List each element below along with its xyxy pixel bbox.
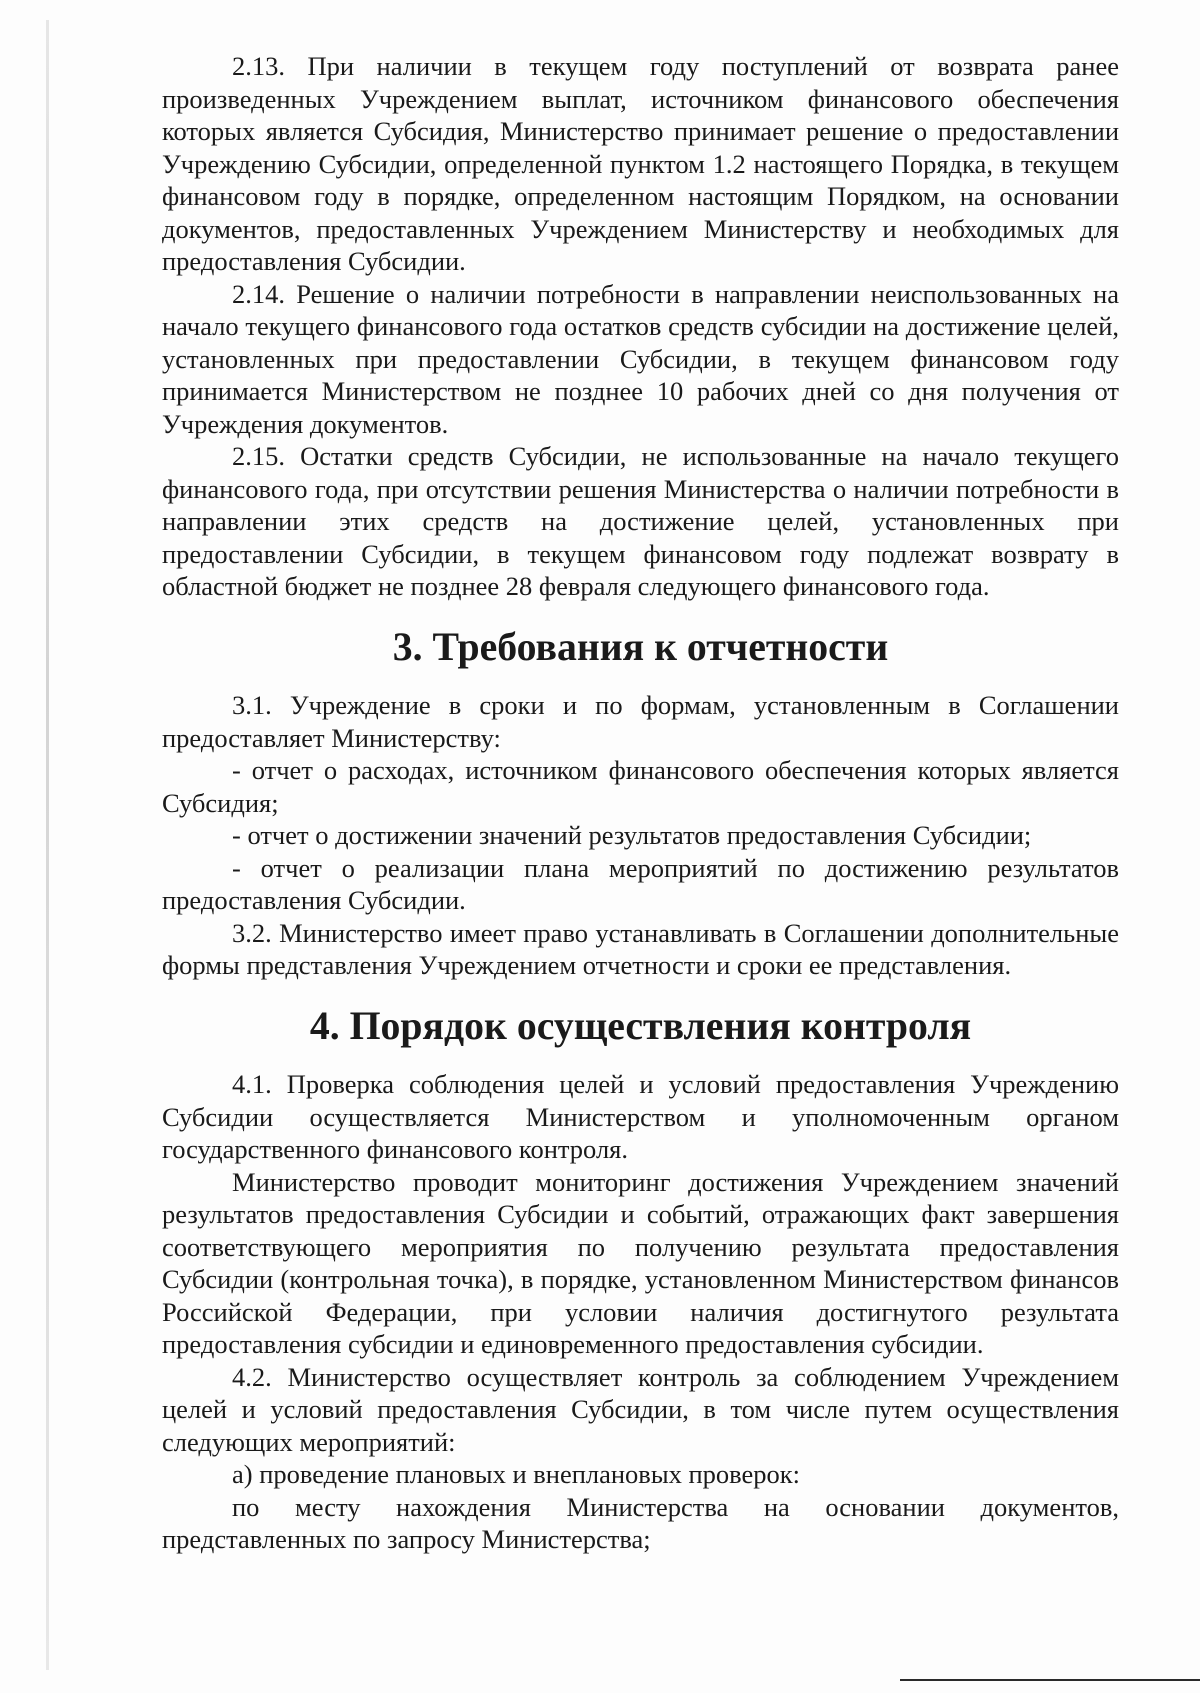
list-item-report-expenses: - отчет о расходах, источником финансового обеспечения которых является Субсидия;	[162, 755, 1119, 818]
list-item-a-inspections: а) проведение плановых и внеплановых проверок:	[232, 1459, 801, 1489]
document-body	[162, 50, 1119, 1556]
paragraph-2-13: 2.13. При наличии в текущем году поступлений от возврата ранее произведенных Учреждением выплат, источником финансового обеспечения которых является Субсидия, Министерство принимает решение о предоставлении Учреждению Субсидии, определенной пунктом 1.2 настоящего Порядка, в текущем финансовом году в порядке, определенном настоящим Порядком, на основании документов, предоставленных Учреждением Министерству и необходимых для предоставления Субсидии.	[162, 51, 1119, 276]
paragraph-location-check: по месту нахождения Министерства на основании документов, представленных по запросу Министерства;	[162, 1491, 1119, 1554]
paragraph-4-2: 4.2. Министерство осуществляет контроль за соблюдением Учреждением целей и условий предоставления Субсидии, в том числе путем осуществления следующих мероприятий:	[162, 1361, 1119, 1457]
scan-bottom-edge	[900, 1679, 1200, 1681]
paragraph-4-1: 4.1. Проверка соблюдения целей и условий предоставления Учреждению Субсидии осуществляется Министерством и уполномоченным органом государственного финансового контроля.	[162, 1069, 1119, 1164]
section-3-heading: 3. Требования к отчетности	[392, 624, 889, 669]
scan-left-edge	[46, 20, 49, 1670]
paragraph-monitoring: Министерство проводит мониторинг достижения Учреждением значений результатов предоставления Субсидии и событий, отражающих факт завершения соответствующего мероприятия по получению результата предоставления Субсидии (контрольная точка), в порядке, установленном Министерством финансов Российской Федерации, при условии наличия достигнутого результата предоставления субсидии и единовременного предоставления субсидии.	[162, 1166, 1119, 1359]
paragraph-2-14: 2.14. Решение о наличии потребности в направлении неиспользованных на начало текущего финансового года остатков средств субсидии на достижение целей, установленных при предоставлении Субсидии, в текущем финансовом году принимается Министерством не позднее 10 рабочих дней со дня получения от Учреждения документов.	[162, 278, 1119, 439]
list-item-report-results: - отчет о достижении значений результатов предоставления Субсидии;	[232, 820, 1032, 850]
paragraph-3-1: 3.1. Учреждение в сроки и по формам, установленным в Соглашении предоставляет Министерству:	[162, 690, 1119, 753]
section-4-heading: 4. Порядок осуществления контроля	[309, 1003, 972, 1048]
paragraph-2-15: 2.15. Остатки средств Субсидии, не использованные на начало текущего финансового года, при отсутствии решения Министерства о наличии потребности в направлении этих средств на достижение целей, установленных при предоставлении Субсидии, в текущем финансовом году подлежат возврату в областной бюджет не позднее 28 февраля следующего финансового года.	[162, 441, 1119, 601]
paragraph-3-2: 3.2. Министерство имеет право устанавливать в Соглашении дополнительные формы представления Учреждением отчетности и сроки ее представления.	[162, 917, 1119, 980]
list-item-report-plan: - отчет о реализации плана мероприятий по достижению результатов предоставления Субсидии.	[162, 852, 1119, 915]
